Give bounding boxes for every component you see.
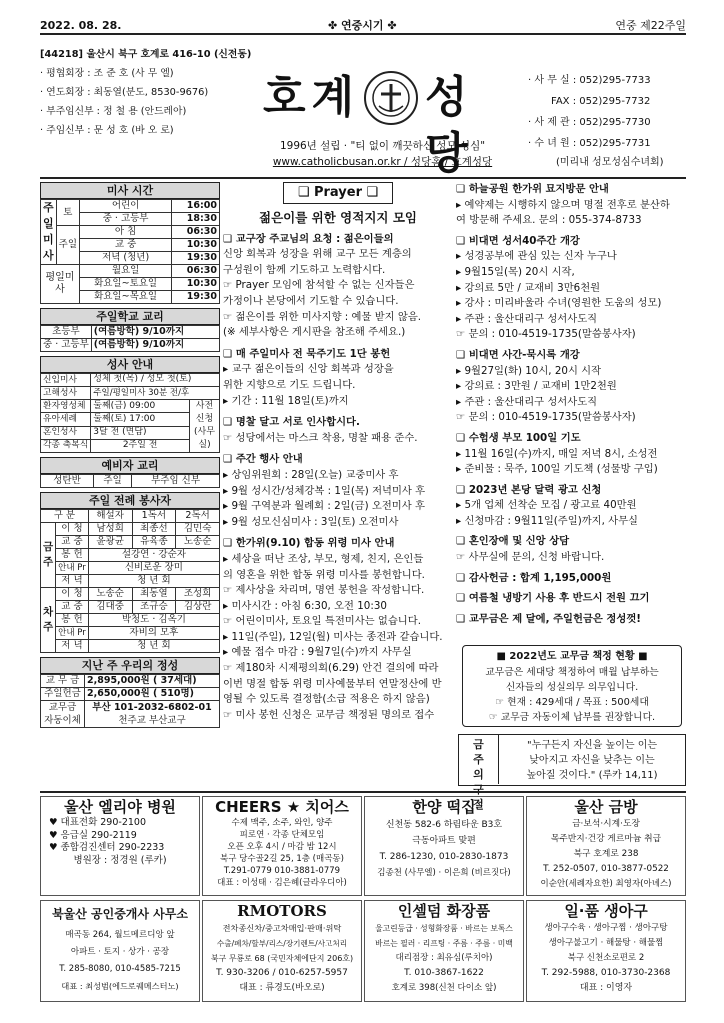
ad-line: T. 010-3867-1622 <box>404 968 484 978</box>
notice-line: ▸ 11일(주일), 12일(월) 미사는 종전과 같습니다. <box>223 630 443 643</box>
servers-head: 1독서 <box>132 510 176 523</box>
notice-line: ▸ 9월 성모신심미사 : 3일(토) 오전미사 <box>223 515 399 528</box>
notice-line: ▸ 상임위원회 : 28일(오늘) 교중미사 후 <box>223 468 399 481</box>
sunday-label: 주일 <box>56 226 79 265</box>
server-name: 노송순 <box>88 588 132 601</box>
issue-date: 2022. 08. 28. <box>40 19 122 32</box>
top-bar <box>40 19 686 35</box>
sunday-mass-label: 주일미사 <box>41 200 57 265</box>
middle-column <box>223 182 453 723</box>
notice-line: ☞ 미사 봉헌 신청은 교무금 책정된 명의로 접수 <box>223 708 435 721</box>
notice-line: ❑ 혼인장애 및 신앙 상담 <box>456 535 570 548</box>
office-phone: · 사 무 실 : 052)295-7733 <box>528 75 651 86</box>
notice-line: ▸ 예약제는 시행하지 않으며 명절 전후로 분산하 <box>456 198 670 211</box>
ad-title: RMOTORS <box>237 902 327 920</box>
notice-line: ☞ 문의 : 010-4519-1735(말씀봉사자) <box>456 328 636 341</box>
notice-line: ❑ 한가위(9.10) 합동 위령 미사 안내 <box>223 537 395 550</box>
ads-area <box>40 791 686 1003</box>
ad-line: 오픈 오후 4시 / 마감 밤 12시 <box>227 842 337 852</box>
notice-line: ▸ 강의료 : 3만원 / 교재비 1만2천원 <box>456 380 617 393</box>
notice-line: ❑ 감사헌금 : 합계 1,195,000원 <box>456 571 612 584</box>
server-name: 김대중 <box>88 601 132 614</box>
notice-line: ❑ 비대면 사간-묵시록 개강 <box>456 348 580 361</box>
mass-name: 어린이 <box>80 200 172 213</box>
liturgical-season: ✤ 연중시기 ✤ <box>328 19 397 32</box>
ad-line: T. 286-1230, 010-2830-1873 <box>379 852 509 862</box>
servers-title: 주일 전례 봉사자 <box>40 492 220 509</box>
notice-line: ❑ 교구장 주교님의 요청 : 젊은이들의 <box>223 232 394 245</box>
notice-line: 여 방문해 주세요. 문의 : 055-374-8733 <box>456 214 642 227</box>
mass-name: 화요일~토요일 <box>80 278 172 291</box>
ad-line: 대표 : 최성범(에드로퀘메스터노) <box>61 981 179 991</box>
notice-line: ▸ 9월15일(목) 20시 시작, <box>456 265 575 278</box>
notice-line: ▸ 9월 구역분과 월례회 : 2일(금) 오전미사 후 <box>223 500 425 513</box>
catechumen-table <box>40 474 220 488</box>
rectory-phone: · 사 제 관 : 052)295-7730 <box>528 117 651 128</box>
notice-line: 영될 수 있도록 결정함(소급 적용은 하지 않음) <box>223 693 430 706</box>
right-column <box>456 182 688 627</box>
sacrament-name: 혼인성사 <box>41 426 91 439</box>
sunday-school-title: 주일학교 교리 <box>40 308 220 325</box>
council-president: · 평협회장 : 조 준 호 (사 무 엘) <box>40 68 174 79</box>
ad-title: 일·품 생아구 <box>564 902 648 920</box>
ad-line: 병원장 : 정경원 (루카) <box>73 854 167 866</box>
parish-info-left <box>40 45 260 140</box>
prayer-subtitle: 젊은이를 위한 영적지지 모임 <box>259 210 417 225</box>
server-name: 조성희 <box>176 588 220 601</box>
notice-line: ☞ Prayer 모임에 참석할 수 없는 신자들은 <box>223 279 415 292</box>
ad-line: 바르는 필러 · 리프팅 · 주름 · 주름 · 미백 <box>375 939 513 948</box>
right-notices <box>456 182 688 627</box>
server-role: 교 중 <box>56 601 89 614</box>
mass-time: 19:30 <box>172 291 220 304</box>
sacrament-table <box>40 373 220 453</box>
server-name: 신비로운 장미 <box>88 562 219 575</box>
title-right: 성당 <box>425 72 474 179</box>
prayer-president: · 연도회장 : 최동열(분도, 8530-9676) <box>40 87 209 98</box>
pastor: · 주임신부 : 문 성 호 (바 오 로) <box>40 125 174 136</box>
ad-line: 북구 호계로 238 <box>573 849 639 859</box>
sunday-school-table <box>40 325 220 352</box>
sacrament-note: 사전신청 (사무실) <box>190 400 220 453</box>
header-divider <box>40 177 686 179</box>
server-role: 봉 헌 <box>56 614 89 627</box>
mass-times-table <box>40 199 220 304</box>
tithe-line: 신자들의 성실의무 의무입니다. <box>505 682 639 693</box>
ad-cosmetics <box>364 900 524 1002</box>
mass-time: 06:30 <box>172 226 220 239</box>
quote-label: 금주의구절 <box>459 735 499 784</box>
ad-line: 북구 무룡로 68 (국민자체에단지 206호) <box>210 954 354 963</box>
server-name: 윤광균 <box>88 536 132 549</box>
server-role: 교 중 <box>56 536 89 549</box>
ad-line: T. 285-8080, 010-4585-7215 <box>59 964 181 974</box>
servers-head: 2독서 <box>176 510 220 523</box>
notice-line: ▸ 5개 업체 선착순 모집 / 광고료 40만원 <box>456 499 637 512</box>
auto-transfer-label: 교무금 자동이체 <box>41 701 85 728</box>
notice-line: 위한 지향으로 기도 드립니다. <box>223 378 356 391</box>
notice-line: ❑ 비대면 성서40주간 개강 <box>456 234 580 247</box>
finance-table <box>40 674 220 728</box>
sacrament-time: 성체 첫(목) / 성모 첫(토) <box>91 374 220 387</box>
school-level: 중 · 고등부 <box>41 339 92 352</box>
mass-times-title: 미사 시간 <box>40 182 220 199</box>
prayer-title: ❑ Prayer ❑ <box>283 182 393 204</box>
server-name: 설강연 · 강순자 <box>88 549 219 562</box>
server-name: 최종선 <box>132 523 176 536</box>
class-day: 주일 <box>94 475 132 488</box>
server-name: 노송순 <box>176 536 220 549</box>
notice-line: 이번 명절 합동 위령 미사예물부터 연말정산에 반 <box>223 677 442 690</box>
catechumen-title: 예비자 교리 <box>40 457 220 474</box>
notice-line: ❑ 여름철 냉방기 사용 후 반드시 전원 끄기 <box>456 592 650 605</box>
ad-motors <box>202 900 362 1002</box>
notice-line: ☞ 제사상을 차리며, 명연 봉헌을 작성합니다. <box>223 584 425 597</box>
ad-line: 북구 당수골2길 25, 1층 (매곡동) <box>220 854 344 864</box>
ad-title: 인셀덤 화장품 <box>397 902 491 920</box>
notice-line: ▸ 기간 : 11월 18일(토)까지 <box>223 394 349 407</box>
server-name: 남성희 <box>88 523 132 536</box>
notice-line: ▸ 강의료 5만 / 교재비 3만6천원 <box>456 281 601 294</box>
server-role: 안내 Pr <box>56 562 89 575</box>
ad-line: 수제 맥주, 소주, 와인, 양주 <box>231 818 333 828</box>
ad-realty <box>40 900 200 1002</box>
notice-line: ▸ 준비물 : 묵주, 100일 기도책 (성물방 구입) <box>456 463 658 476</box>
notice-line: ☞ 성당에서는 마스크 착용, 명찰 패용 준수. <box>223 431 418 444</box>
tithe-line: ☞ 교무금 자동이체 납부를 권장합니다. <box>488 712 656 723</box>
ad-line: 대표 : 류경도(바오로) <box>239 983 325 993</box>
class-teacher: 부주임 신부 <box>132 475 220 488</box>
ad-line: 대표 : 이성태 · 김은혜(글라우디아) <box>217 878 347 888</box>
quote-text: 낮아지고 자신을 낮추는 이는 <box>529 755 655 766</box>
ad-title: CHEERS ★ 치어스 <box>215 798 349 816</box>
server-role: 저 녁 <box>56 575 89 588</box>
notice-line: ▸ 예물 접수 마감 : 9월7일(수)까지 사무실 <box>223 646 412 659</box>
mass-time: 10:30 <box>172 278 220 291</box>
parish-info-right <box>528 70 693 172</box>
address: [44218] 울산시 북구 호계로 416-10 (신전동) <box>40 49 252 60</box>
server-role: 안내 Pr <box>56 627 89 640</box>
notice-line: ▸ 9월27일(화) 10시, 20시 시작 <box>456 364 602 377</box>
school-status: (여름방학) 9/10까지 <box>91 339 219 352</box>
ad-line: 신천동 582-6 하림타운 B3호 <box>385 820 503 830</box>
tithe-box <box>462 645 682 727</box>
notice-line: ❑ 주간 행사 안내 <box>223 453 303 466</box>
server-role: 봉 헌 <box>56 549 89 562</box>
notice-line: ▸ 강사 : 미리바울라 수녀(영원한 도움의 성모) <box>456 297 662 310</box>
notice-line: ☞ 어린이미사, 토요일 특전미사는 없습니다. <box>223 615 421 628</box>
ad-gold <box>526 796 686 896</box>
notice-line: ☞ 제180차 시제평의회(6.29) 안건 결의에 따라 <box>223 662 439 675</box>
notice-line: ▸ 9월 성시간/성체강복 : 1일(목) 저녁미사 후 <box>223 484 426 497</box>
mass-name: 교 중 <box>80 239 172 252</box>
notice-line: ❑ 매 주일미사 전 묵주기도 1단 봉헌 <box>223 347 391 360</box>
mass-name: 화요일~목요일 <box>80 291 172 304</box>
mass-time: 19:30 <box>172 252 220 265</box>
mass-name: 저녁 (청년) <box>80 252 172 265</box>
tithe-line: ☞ 현재 : 429세대 / 목표 : 500세대 <box>495 697 649 708</box>
notice-line: 신앙 회복과 성장을 위해 교구 모든 계층의 <box>223 248 412 261</box>
assistant-priest: · 부주임신부 : 정 철 용 (안드레아) <box>40 106 187 117</box>
server-role: 이 청 <box>56 588 89 601</box>
convent-phone: · 수 녀 원 : 052)295-7731 <box>528 138 651 149</box>
ad-line: 대리점장 : 최유심(루치아) <box>395 953 493 963</box>
ad-line: 매곡동 264, 월드메르디앙 앞 <box>65 930 175 940</box>
servers-head: 구 분 <box>41 510 89 523</box>
ad-title: 울산 엘리야 병원 <box>64 798 176 816</box>
est-line: 1996년 설립 · "티 없이 깨끗하신 성모 성심" <box>279 140 486 152</box>
weekday-mass-label: 평일미사 <box>41 265 80 304</box>
ad-line: 대표 : 이영자 <box>579 983 633 993</box>
ad-title: 북울산 공인중개사 사무소 <box>52 907 188 921</box>
bank-account: 부산 101-2032-6802-01 <box>92 702 212 713</box>
quote-text: 높아질 것이다." (루카 14,11) <box>526 770 658 781</box>
server-name: 김민숙 <box>176 523 220 536</box>
tithe-line: 교무금은 세대당 책정하여 매월 납부하는 <box>485 667 659 678</box>
ad-line: 생아구불고기 · 해물탕 · 해물찜 <box>548 938 664 948</box>
fax: FAX : 052)295-7732 <box>551 96 651 107</box>
mass-name: 아 침 <box>80 226 172 239</box>
ad-monkfish <box>526 900 686 1002</box>
finance-value: 2,650,000원 ( 510명) <box>85 688 220 701</box>
server-role: 저 녁 <box>56 640 89 653</box>
notice-line: ☞ 문의 : 010-4519-1735(말씀봉사자) <box>456 411 636 424</box>
ad-line: ♥ 응급실 290-2119 <box>49 829 137 841</box>
finance-label: 주일헌금 <box>41 688 85 701</box>
class-name: 성탄반 <box>41 475 94 488</box>
school-status: (여름방학) 9/10까지 <box>91 326 219 339</box>
notice-line: ❑ 수험생 부모 100일 기도 <box>456 431 581 444</box>
liturgical-week: 연중 제22주일 <box>615 19 686 32</box>
ad-line: 아파트 · 토지 · 상가 · 공장 <box>70 947 170 957</box>
ad-cheers <box>202 796 362 896</box>
ad-line: 피로연 · 각종 단체모임 <box>239 830 325 840</box>
school-level: 초등부 <box>41 326 92 339</box>
saturday-label: 토 <box>56 200 79 226</box>
notice-line: ▸ 세상을 떠난 조상, 부모, 형제, 친지, 은인들 <box>223 552 424 565</box>
notice-line: 의 영혼을 위한 합동 위령 미사를 봉헌합니다. <box>223 568 425 581</box>
server-role: 이 청 <box>56 523 89 536</box>
notice-line: 가정이나 본당에서 기도할 수 있습니다. <box>223 295 399 307</box>
server-name: 김상란 <box>176 601 220 614</box>
notice-line: ❑ 하늘공원 한가위 묘지방문 안내 <box>456 183 609 195</box>
server-name: 박청도 · 김옥기 <box>88 614 219 627</box>
ad-line: 금·보석·시계·도장 <box>572 819 640 829</box>
ad-title: 울산 금방 <box>574 798 638 816</box>
notice-line: ☞ 사무실에 문의, 신청 바랍니다. <box>456 551 605 564</box>
mass-time: 06:30 <box>172 265 220 278</box>
notice-line: (※ 세부사항은 게시판을 참조해 주세요.) <box>223 326 406 339</box>
ad-rice-cake <box>364 796 524 896</box>
ad-line: 생아구수육 · 생아구찜 · 생아구탕 <box>544 923 668 933</box>
ad-line: ♥ 종합검진센터 290-2233 <box>49 842 165 854</box>
ad-line: 수출/폐차/할부/리스/장기렌트/사고처리 <box>216 939 348 948</box>
sacrament-name: 고해성사 <box>41 387 91 400</box>
ad-line: 목주반지·건강 게르마늄 취급 <box>550 834 662 844</box>
sacrament-time: 2주일 전 <box>91 439 190 452</box>
mass-time: 18:30 <box>172 213 220 226</box>
notice-line: ▸ 미사시간 : 아침 6:30, 오전 10:30 <box>223 599 387 612</box>
servers-head: 해설자 <box>88 510 132 523</box>
notice-line: ▸ 주관 : 울산대리구 성서사도직 <box>456 312 598 325</box>
this-week-label: 금주 <box>41 523 56 588</box>
sacrament-name: 신입미사 <box>41 374 91 387</box>
server-name: 조규승 <box>132 601 176 614</box>
ad-hospital <box>40 796 200 896</box>
server-name: 자비의 모후 <box>88 627 219 640</box>
notice-line: ❑ 교무금은 제 달에, 주일헌금은 정성껏! <box>456 612 641 625</box>
tithe-box-title: ■ 2022년도 교무금 책정 현황 ■ <box>496 651 648 662</box>
ad-line: T.291-0779 010-3881-0779 <box>223 866 341 876</box>
notice-line: ▸ 교구 젊은이들의 신앙 회복과 성장을 <box>223 363 394 376</box>
mass-name: 월요일 <box>80 265 172 278</box>
ad-line: T. 930-3206 / 010-6257-5957 <box>216 968 348 978</box>
sacrament-time: 둘째(토) 17:00 <box>91 413 190 426</box>
server-name: 청 년 회 <box>88 640 219 653</box>
ad-line: 김종천 (사무엘) · 이은희 (비르짓다) <box>377 868 511 878</box>
finance-title: 지난 주 우리의 정성 <box>40 657 220 674</box>
account-holder: 천주교 부산교구 <box>118 715 186 726</box>
sacrament-name: 환자영성체 <box>41 400 91 413</box>
notice-line: ▸ 신청마감 : 9월11일(주일)까지, 사무실 <box>456 514 638 527</box>
ad-line: T. 292-5988, 010-3730-2368 <box>541 968 671 978</box>
finance-label: 교 무 금 <box>41 675 85 688</box>
left-column <box>40 182 220 728</box>
notice-line: ▸ 성경공부에 관심 있는 신자 누구나 <box>456 250 617 263</box>
server-name: 청 년 회 <box>88 575 219 588</box>
notice-line: ❑ 2023년 본당 달력 광고 신청 <box>456 483 602 496</box>
title-left: 호계 <box>263 72 361 123</box>
notice-line: ▸ 11월 16일(수)까지, 매일 저녁 8시, 소성전 <box>456 447 658 460</box>
ad-title: 한양 떡집 <box>412 798 476 816</box>
notice-line: ❑ 명찰 달고 서로 인사합시다. <box>223 416 360 429</box>
sacrament-time: 주일/평일미사 30분 전/후 <box>91 387 220 400</box>
notice-line: ▸ 주관 : 울산대리구 성서사도직 <box>456 395 598 408</box>
sacrament-time: 둘째(금) 09:00 <box>91 400 190 413</box>
ad-line: 이순안(세례자요한) 최영자(아녜스) <box>540 879 672 889</box>
quote-text: "누구든지 자신을 높이는 이는 <box>526 740 658 751</box>
convent-name: (미리내 성모성심수녀회) <box>556 157 664 168</box>
ad-line: 북구 신천소로편로 2 <box>567 953 645 963</box>
notice-line: 구성원이 함께 기도하고 노력합시다. <box>223 263 386 276</box>
next-week-label: 차주 <box>41 588 56 653</box>
servers-table <box>40 509 220 653</box>
mass-name: 중 · 고등부 <box>80 213 172 226</box>
notice-line: ☞ 젊은이를 위한 미사지향 : 예물 받지 않음. <box>223 310 422 323</box>
server-name: 최동열 <box>132 588 176 601</box>
finance-value: 2,895,000원 ( 37세대) <box>85 675 220 688</box>
ad-line: 호계로 398(신천 다이소 앞) <box>391 983 497 993</box>
ad-line: 전차종신차/중고차매입·판매·위탁 <box>222 923 342 933</box>
middle-notices <box>223 232 453 724</box>
mass-time: 16:00 <box>172 200 220 213</box>
website[interactable]: www.catholicbusan.or.kr / 성당홈 / 호계성당 <box>272 156 493 168</box>
parish-emblem-icon <box>363 70 419 126</box>
sacrament-name: 유아세례 <box>41 413 91 426</box>
sacrament-time: 3달 전 (면담) <box>91 426 190 439</box>
ad-line: 울고린등급 · 성형화장품 · 바르는 보톡스 <box>375 924 513 933</box>
sacrament-title: 성사 안내 <box>40 356 220 373</box>
sacrament-name: 각종 축복식 <box>41 439 91 452</box>
mass-time: 10:30 <box>172 239 220 252</box>
ad-line: 극동아파트 맞편 <box>412 836 476 846</box>
server-name: 유육종 <box>132 536 176 549</box>
ad-line: ♥ 대표전화 290-2100 <box>49 817 147 828</box>
ad-line: T. 252-0507, 010-3877-0522 <box>543 864 669 874</box>
